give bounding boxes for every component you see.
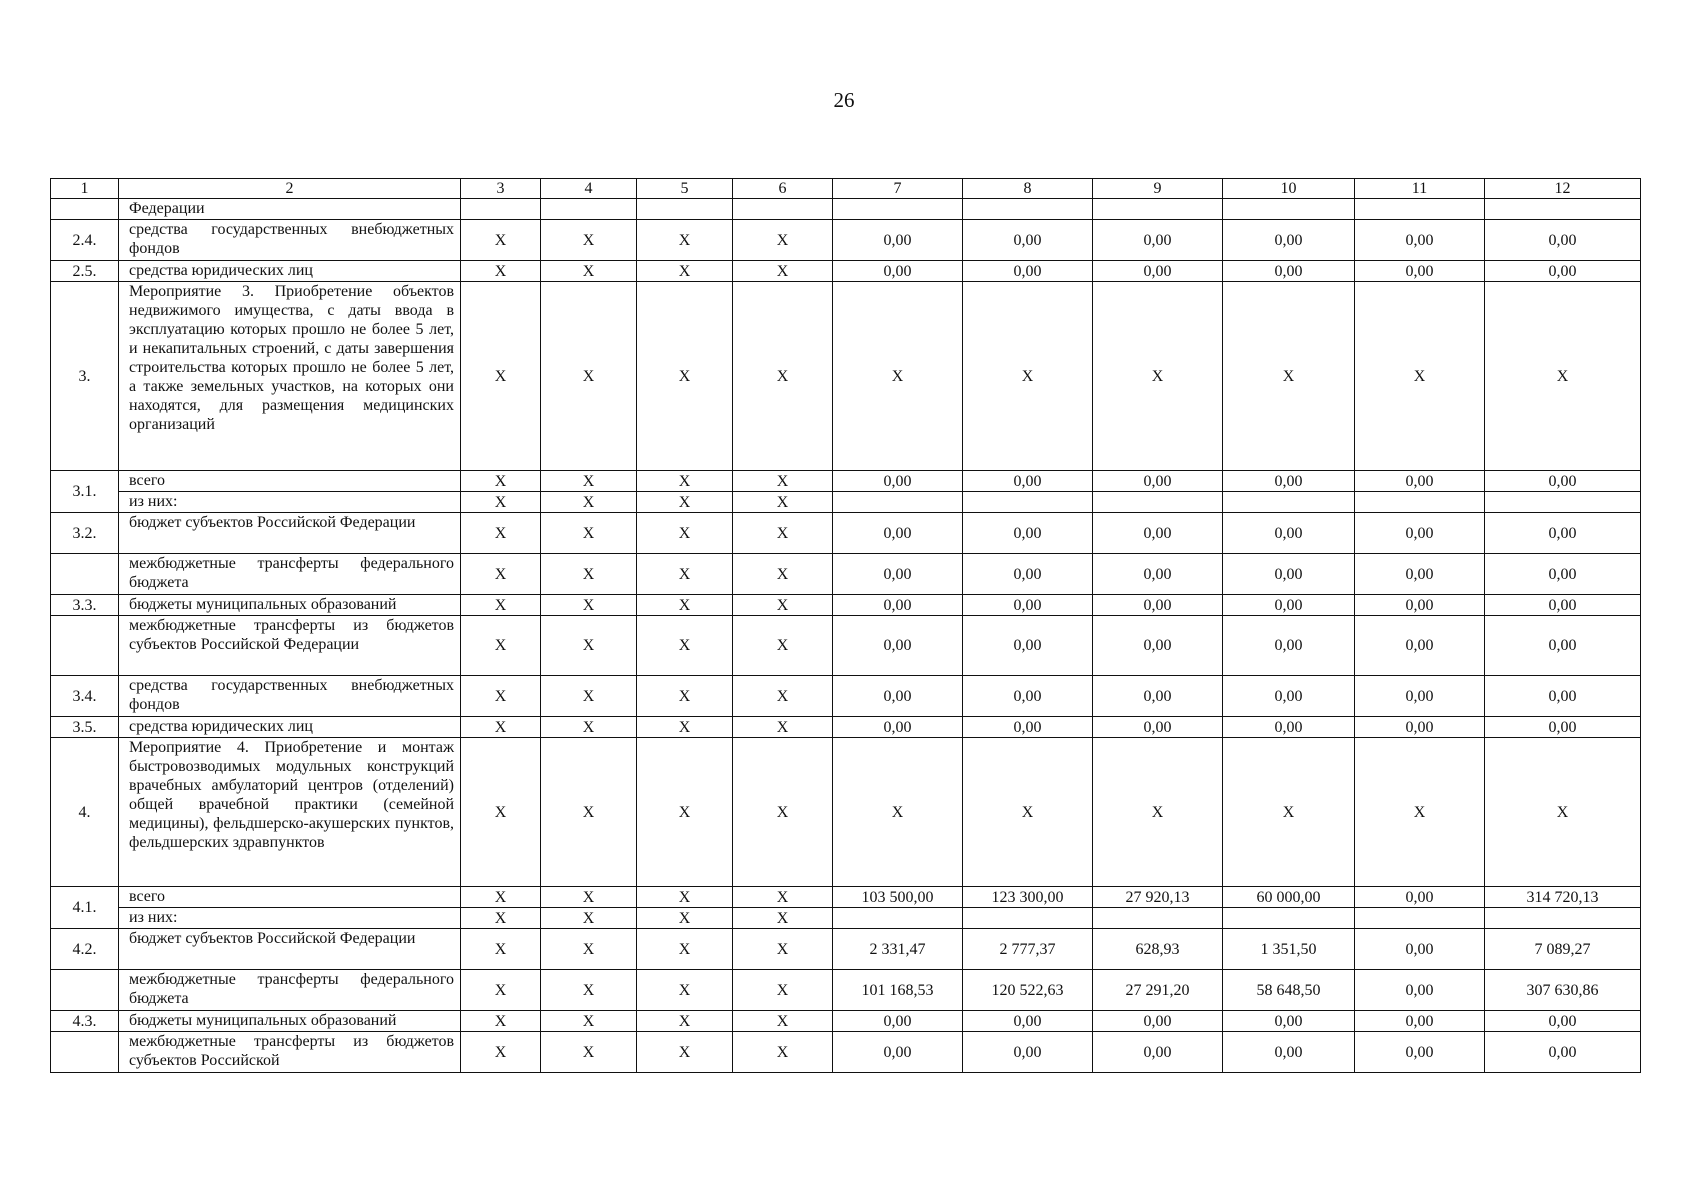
value-cell: 0,00	[1355, 717, 1485, 738]
value-cell: 0,00	[1485, 471, 1641, 492]
value-cell: 0,00	[1093, 1032, 1223, 1073]
value-cell: 0,00	[1093, 717, 1223, 738]
value-cell: 0,00	[1093, 261, 1223, 282]
table-row	[51, 1011, 1641, 1032]
value-cell: 0,00	[1355, 513, 1485, 554]
value-cell	[963, 199, 1093, 220]
value-cell: X	[541, 717, 637, 738]
description-cell: межбюджетные трансферты федерального бюджета	[119, 554, 461, 595]
value-cell: 0,00	[1223, 717, 1355, 738]
value-cell: X	[637, 1032, 733, 1073]
row-number-cell: 4.3.	[51, 1011, 119, 1032]
value-cell: X	[733, 887, 833, 908]
header-cell: 7	[833, 179, 963, 199]
value-cell: X	[461, 738, 541, 887]
value-cell: X	[541, 261, 637, 282]
value-cell: 103 500,00	[833, 887, 963, 908]
value-cell: 0,00	[1223, 1011, 1355, 1032]
value-cell: X	[461, 929, 541, 970]
value-cell: X	[733, 282, 833, 471]
row-number-cell: 3.1.	[51, 471, 119, 513]
value-cell: X	[733, 970, 833, 1011]
header-cell: 4	[541, 179, 637, 199]
description-cell: из них:	[119, 492, 461, 513]
value-cell: 0,00	[833, 261, 963, 282]
value-cell: 0,00	[1485, 513, 1641, 554]
value-cell: 0,00	[833, 1032, 963, 1073]
value-cell: X	[541, 1032, 637, 1073]
value-cell: 0,00	[1355, 929, 1485, 970]
header-row	[51, 179, 1641, 199]
value-cell: 0,00	[833, 616, 963, 676]
value-cell	[1223, 199, 1355, 220]
description-cell: Мероприятие 4. Приобретение и монтаж быстровозводимых модульных конструкций врачебных амбулаторий центров (отделений) общей врачебной практики (семейной медицины), фельдшерско-акушерских пунктов, фельдшерских здравпунктов	[119, 738, 461, 887]
value-cell	[1485, 492, 1641, 513]
value-cell: X	[637, 492, 733, 513]
table-row	[51, 261, 1641, 282]
value-cell: 0,00	[833, 676, 963, 717]
table-row	[51, 887, 1641, 908]
value-cell: 0,00	[1093, 676, 1223, 717]
value-cell	[1223, 908, 1355, 929]
value-cell: 0,00	[1093, 616, 1223, 676]
header-cell: 11	[1355, 179, 1485, 199]
value-cell: 0,00	[1223, 616, 1355, 676]
header-cell: 12	[1485, 179, 1641, 199]
row-number-cell: 3.2.	[51, 513, 119, 554]
value-cell: 0,00	[1355, 261, 1485, 282]
value-cell: X	[461, 616, 541, 676]
value-cell: X	[963, 738, 1093, 887]
value-cell	[1355, 908, 1485, 929]
value-cell: X	[963, 282, 1093, 471]
value-cell: X	[637, 908, 733, 929]
value-cell: 0,00	[1355, 220, 1485, 261]
value-cell: X	[637, 929, 733, 970]
value-cell: X	[733, 513, 833, 554]
row-number-cell: 3.5.	[51, 717, 119, 738]
value-cell: 0,00	[963, 261, 1093, 282]
value-cell: 0,00	[833, 717, 963, 738]
value-cell: 0,00	[833, 220, 963, 261]
value-cell: 60 000,00	[1223, 887, 1355, 908]
value-cell: X	[637, 887, 733, 908]
value-cell: 0,00	[963, 554, 1093, 595]
value-cell: 0,00	[1355, 970, 1485, 1011]
value-cell: 58 648,50	[1223, 970, 1355, 1011]
value-cell: X	[637, 471, 733, 492]
value-cell: 0,00	[833, 595, 963, 616]
value-cell: X	[733, 1032, 833, 1073]
value-cell: X	[461, 492, 541, 513]
table-row	[51, 282, 1641, 471]
value-cell: 0,00	[1485, 676, 1641, 717]
value-cell: X	[461, 970, 541, 1011]
value-cell: 0,00	[1093, 554, 1223, 595]
value-cell: 0,00	[1355, 1032, 1485, 1073]
value-cell: X	[637, 738, 733, 887]
value-cell: X	[541, 616, 637, 676]
value-cell: 0,00	[1355, 554, 1485, 595]
value-cell: 101 168,53	[833, 970, 963, 1011]
value-cell: X	[637, 595, 733, 616]
table-row	[51, 1032, 1641, 1073]
row-number-cell	[51, 1032, 119, 1073]
header-cell: 8	[963, 179, 1093, 199]
value-cell	[963, 908, 1093, 929]
table-row	[51, 929, 1641, 970]
header-cell: 2	[119, 179, 461, 199]
value-cell	[637, 199, 733, 220]
value-cell	[1355, 492, 1485, 513]
value-cell: 123 300,00	[963, 887, 1093, 908]
value-cell: 0,00	[1355, 616, 1485, 676]
value-cell: 0,00	[1223, 676, 1355, 717]
value-cell: X	[541, 513, 637, 554]
value-cell: X	[541, 492, 637, 513]
value-cell: 7 089,27	[1485, 929, 1641, 970]
value-cell: X	[1223, 282, 1355, 471]
value-cell: 0,00	[1223, 261, 1355, 282]
description-cell: средства юридических лиц	[119, 261, 461, 282]
table-row	[51, 199, 1641, 220]
header-cell: 1	[51, 179, 119, 199]
value-cell: 0,00	[1223, 1032, 1355, 1073]
table-row	[51, 616, 1641, 676]
value-cell: X	[461, 261, 541, 282]
value-cell	[1223, 492, 1355, 513]
description-cell: из них:	[119, 908, 461, 929]
value-cell: 0,00	[1355, 471, 1485, 492]
row-number-cell: 3.4.	[51, 676, 119, 717]
header-cell: 9	[1093, 179, 1223, 199]
value-cell	[833, 908, 963, 929]
value-cell	[1093, 908, 1223, 929]
description-cell: бюджеты муниципальных образований	[119, 595, 461, 616]
value-cell: X	[833, 282, 963, 471]
description-cell: межбюджетные трансферты федерального бюджета	[119, 970, 461, 1011]
table-row	[51, 492, 1641, 513]
value-cell: 2 331,47	[833, 929, 963, 970]
value-cell: X	[637, 513, 733, 554]
value-cell: X	[637, 717, 733, 738]
value-cell: X	[733, 1011, 833, 1032]
value-cell: X	[637, 676, 733, 717]
value-cell: 0,00	[1223, 595, 1355, 616]
description-cell: бюджет субъектов Российской Федерации	[119, 513, 461, 554]
row-number-cell: 2.5.	[51, 261, 119, 282]
header-cell: 5	[637, 179, 733, 199]
row-number-cell	[51, 554, 119, 595]
description-cell: Федерации	[119, 199, 461, 220]
value-cell: X	[733, 616, 833, 676]
value-cell: X	[541, 595, 637, 616]
header-cell: 6	[733, 179, 833, 199]
table-row	[51, 471, 1641, 492]
value-cell: 120 522,63	[963, 970, 1093, 1011]
value-cell: 0,00	[1485, 595, 1641, 616]
value-cell: X	[733, 492, 833, 513]
value-cell: X	[461, 1011, 541, 1032]
header-cell: 10	[1223, 179, 1355, 199]
value-cell	[1093, 199, 1223, 220]
description-cell: всего	[119, 471, 461, 492]
value-cell: X	[461, 513, 541, 554]
value-cell: X	[733, 595, 833, 616]
value-cell: 0,00	[1485, 261, 1641, 282]
value-cell: 0,00	[1485, 717, 1641, 738]
description-cell: межбюджетные трансферты из бюджетов субъектов Российской Федерации	[119, 616, 461, 676]
value-cell: 0,00	[833, 554, 963, 595]
value-cell: X	[733, 471, 833, 492]
value-cell: X	[637, 554, 733, 595]
value-cell: X	[461, 282, 541, 471]
value-cell	[1485, 199, 1641, 220]
value-cell: X	[733, 717, 833, 738]
value-cell: X	[541, 554, 637, 595]
row-number-cell: 3.3.	[51, 595, 119, 616]
value-cell: 0,00	[1093, 471, 1223, 492]
value-cell: X	[541, 471, 637, 492]
value-cell: 0,00	[1355, 676, 1485, 717]
value-cell: 0,00	[963, 717, 1093, 738]
value-cell: 0,00	[963, 676, 1093, 717]
row-number-cell	[51, 970, 119, 1011]
value-cell: 27 291,20	[1093, 970, 1223, 1011]
value-cell: X	[1485, 738, 1641, 887]
value-cell: X	[637, 282, 733, 471]
value-cell: 0,00	[1485, 220, 1641, 261]
value-cell: 0,00	[963, 220, 1093, 261]
value-cell: 307 630,86	[1485, 970, 1641, 1011]
value-cell	[733, 199, 833, 220]
value-cell: X	[461, 887, 541, 908]
value-cell: 0,00	[963, 513, 1093, 554]
value-cell: 0,00	[833, 471, 963, 492]
value-cell: X	[541, 282, 637, 471]
description-cell: средства государственных внебюджетных фондов	[119, 676, 461, 717]
value-cell: 0,00	[963, 471, 1093, 492]
table-row	[51, 738, 1641, 887]
value-cell: 0,00	[1485, 1011, 1641, 1032]
value-cell: 0,00	[1223, 471, 1355, 492]
table-row	[51, 908, 1641, 929]
page-number: 26	[833, 88, 855, 112]
value-cell: 0,00	[1485, 554, 1641, 595]
description-cell: Мероприятие 3. Приобретение объектов недвижимого имущества, с даты ввода в эксплуатацию которых прошло не более 5 лет, и некапитальных строений, с даты завершения строительства которых прошло не более 5 лет, а также земельных участков, на которых они находятся, для размещения медицинских организаций	[119, 282, 461, 471]
value-cell: 0,00	[1093, 220, 1223, 261]
table-row	[51, 554, 1641, 595]
value-cell: X	[541, 1011, 637, 1032]
value-cell: X	[541, 929, 637, 970]
value-cell: 0,00	[963, 595, 1093, 616]
value-cell: X	[733, 554, 833, 595]
value-cell: X	[1355, 738, 1485, 887]
value-cell: X	[733, 738, 833, 887]
description-cell: средства юридических лиц	[119, 717, 461, 738]
description-cell: межбюджетные трансферты из бюджетов субъектов Российской	[119, 1032, 461, 1073]
value-cell: X	[461, 471, 541, 492]
value-cell: 0,00	[1223, 220, 1355, 261]
value-cell: 0,00	[1093, 595, 1223, 616]
value-cell: X	[1093, 738, 1223, 887]
value-cell	[833, 492, 963, 513]
value-cell	[541, 199, 637, 220]
table-body	[51, 179, 1641, 1073]
value-cell: X	[637, 1011, 733, 1032]
value-cell: 314 720,13	[1485, 887, 1641, 908]
value-cell: X	[833, 738, 963, 887]
value-cell: X	[461, 220, 541, 261]
table-row	[51, 676, 1641, 717]
value-cell: 0,00	[1355, 1011, 1485, 1032]
value-cell: X	[637, 616, 733, 676]
value-cell: X	[461, 676, 541, 717]
table-row	[51, 970, 1641, 1011]
value-cell: X	[733, 220, 833, 261]
value-cell	[833, 199, 963, 220]
row-number-cell: 4.2.	[51, 929, 119, 970]
value-cell: 0,00	[1485, 1032, 1641, 1073]
value-cell: X	[1355, 282, 1485, 471]
value-cell: 27 920,13	[1093, 887, 1223, 908]
description-cell: бюджеты муниципальных образований	[119, 1011, 461, 1032]
value-cell: X	[541, 887, 637, 908]
description-cell: всего	[119, 887, 461, 908]
value-cell: 0,00	[833, 1011, 963, 1032]
value-cell: 0,00	[963, 616, 1093, 676]
value-cell: X	[541, 908, 637, 929]
value-cell	[963, 492, 1093, 513]
value-cell: X	[1485, 282, 1641, 471]
value-cell: X	[637, 970, 733, 1011]
value-cell: X	[541, 970, 637, 1011]
row-number-cell: 2.4.	[51, 220, 119, 261]
value-cell: 0,00	[1355, 595, 1485, 616]
table-row	[51, 513, 1641, 554]
value-cell: X	[637, 220, 733, 261]
value-cell	[1355, 199, 1485, 220]
value-cell	[1093, 492, 1223, 513]
table-row	[51, 220, 1641, 261]
value-cell: 0,00	[833, 513, 963, 554]
description-cell: бюджет субъектов Российской Федерации	[119, 929, 461, 970]
value-cell: X	[541, 220, 637, 261]
value-cell: 0,00	[1485, 616, 1641, 676]
value-cell: X	[733, 261, 833, 282]
value-cell: 1 351,50	[1223, 929, 1355, 970]
value-cell	[461, 199, 541, 220]
value-cell: 0,00	[1355, 887, 1485, 908]
value-cell: 2 777,37	[963, 929, 1093, 970]
table-row	[51, 717, 1641, 738]
value-cell: 0,00	[963, 1032, 1093, 1073]
row-number-cell	[51, 199, 119, 220]
row-number-cell: 4.1.	[51, 887, 119, 929]
value-cell: X	[733, 929, 833, 970]
value-cell: 0,00	[1093, 513, 1223, 554]
value-cell	[1485, 908, 1641, 929]
value-cell: X	[461, 908, 541, 929]
value-cell: X	[461, 554, 541, 595]
value-cell: 0,00	[963, 1011, 1093, 1032]
header-cell: 3	[461, 179, 541, 199]
value-cell: X	[461, 1032, 541, 1073]
row-number-cell	[51, 616, 119, 676]
value-cell: X	[541, 738, 637, 887]
table-row	[51, 595, 1641, 616]
value-cell: X	[461, 717, 541, 738]
row-number-cell: 4.	[51, 738, 119, 887]
value-cell: X	[733, 676, 833, 717]
value-cell: X	[1093, 282, 1223, 471]
value-cell: X	[1223, 738, 1355, 887]
budget-table	[50, 178, 1641, 1073]
value-cell: X	[637, 261, 733, 282]
value-cell: X	[461, 595, 541, 616]
value-cell: 0,00	[1223, 513, 1355, 554]
value-cell: X	[541, 676, 637, 717]
row-number-cell: 3.	[51, 282, 119, 471]
value-cell: X	[733, 908, 833, 929]
value-cell: 0,00	[1223, 554, 1355, 595]
value-cell: 628,93	[1093, 929, 1223, 970]
description-cell: средства государственных внебюджетных фондов	[119, 220, 461, 261]
value-cell: 0,00	[1093, 1011, 1223, 1032]
